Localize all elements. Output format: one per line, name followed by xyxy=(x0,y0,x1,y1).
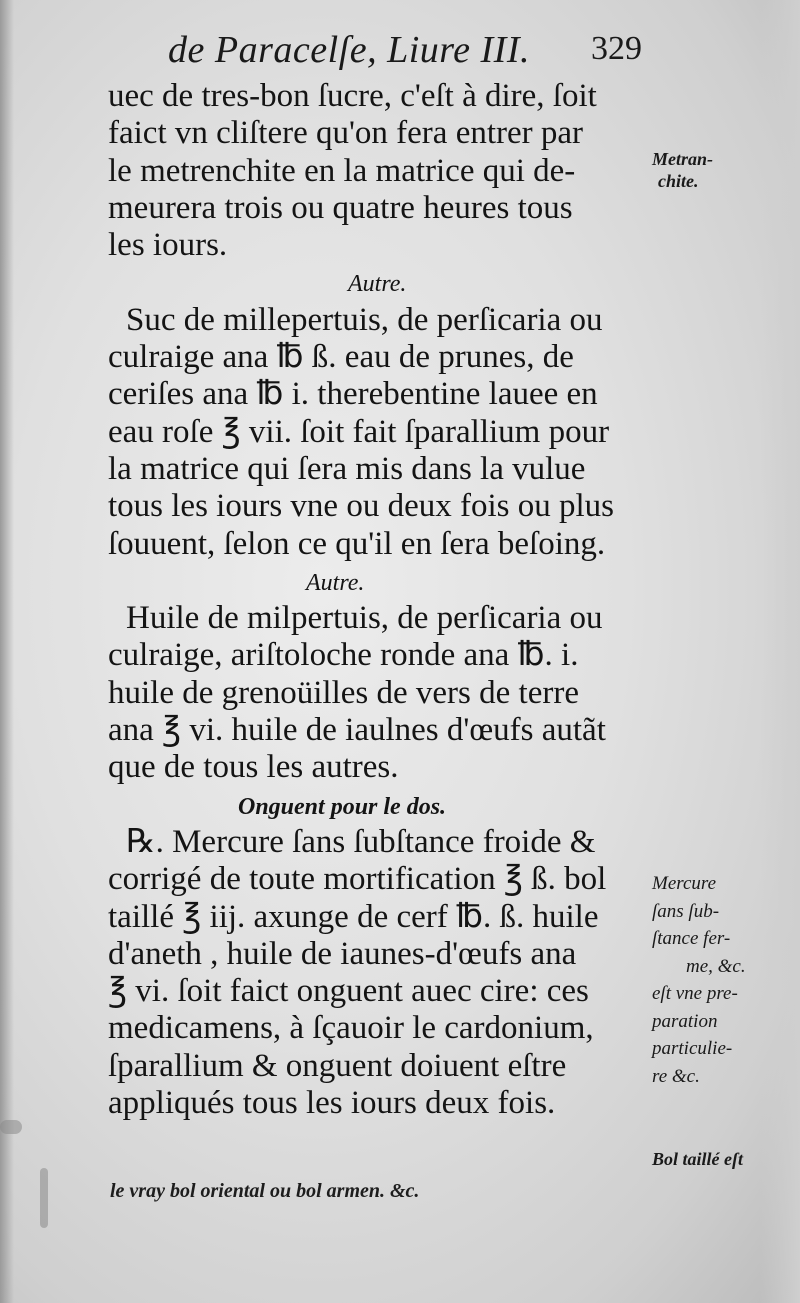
marginal-line: me, &c. xyxy=(686,955,746,977)
marginal-line: Bol taillé eſt xyxy=(652,1149,743,1169)
page-shadow-right xyxy=(760,0,800,1303)
page-shadow-left xyxy=(0,0,14,1303)
marginal-line: Mercure xyxy=(652,873,717,894)
text-line: Suc de millepertuis, de perſicaria ou xyxy=(126,301,603,338)
text-line: uec de tres-bon ſucre, c'eſt à dire, ſoit xyxy=(108,78,597,114)
text-line: ℞. Mercure ſans ſubſtance froide & xyxy=(126,823,596,860)
paper-stain xyxy=(0,1120,22,1134)
page-header xyxy=(168,28,648,80)
marginal-line: paration xyxy=(652,1010,718,1032)
text-line: les iours. xyxy=(108,227,228,264)
marginal-note-mercure xyxy=(652,870,746,1090)
main-text xyxy=(108,78,653,1122)
text-line: taillé ℥ iij. axunge de cerf ℔. ß. huile xyxy=(108,898,599,935)
marginal-line: ſans ſub- xyxy=(652,900,720,922)
text-line: Huile de milpertuis, de perſicaria ou xyxy=(126,600,603,637)
text-line: culraige, ariſtoloche ronde ana ℔. i. xyxy=(108,637,579,674)
text-line: ſparallium & onguent doiuent eſtre xyxy=(108,1047,567,1084)
running-title: de Paracelſe, Liure III. xyxy=(168,29,530,71)
marginal-line: Metran- xyxy=(652,149,714,169)
text-line: meurera trois ou quatre heures tous xyxy=(108,189,573,226)
marginal-line: re &c. xyxy=(652,1065,700,1087)
text-line: d'aneth , huile de iaunes-d'œufs ana xyxy=(108,935,577,972)
marginal-line: particulie- xyxy=(652,1038,733,1059)
paper-stain xyxy=(40,1168,48,1228)
text-line: ceriſes ana ℔ i. therebentine lauee en xyxy=(108,376,598,413)
section-heading: Onguent pour le dos. xyxy=(238,793,447,820)
text-line: tous les iours vne ou deux fois ou plus xyxy=(108,488,614,525)
text-line: culraige ana ℔ ß. eau de prunes, de xyxy=(108,339,574,376)
text-line: huile de grenoüilles de vers de terre xyxy=(108,674,579,711)
text-line: le metrenchite en la matrice qui de- xyxy=(108,152,576,189)
text-line: appliqués tous les iours deux fois. xyxy=(108,1085,556,1122)
section-heading: Autre. xyxy=(348,271,407,298)
text-line: corrigé de toute mortification ℥ ß. bol xyxy=(108,861,607,898)
text-line: ℥ vi. ſoit faict onguent auec cire: ces xyxy=(108,973,589,1010)
text-line: que de tous les autres. xyxy=(108,749,399,786)
page-number: 329 xyxy=(591,30,642,67)
text-line: medicamens, à ſçauoir le cardonium, xyxy=(108,1010,594,1047)
text-line: la matrice qui ſera mis dans la vulue xyxy=(108,450,586,487)
marginal-line: ſtance fer- xyxy=(652,928,731,949)
text-line: ana ℥ vi. huile de iaulnes d'œufs autãt xyxy=(108,712,606,749)
text-line: eau roſe ℥ vii. ſoit fait ſparallium pour xyxy=(108,413,610,450)
section-heading: Autre. xyxy=(306,569,365,596)
text-line: faict vn cliſtere qu'on fera entrer par xyxy=(108,115,584,152)
marginal-note-metrenchite xyxy=(652,148,713,192)
text-line: ſouuent, ſelon ce qu'il en ſera beſoing. xyxy=(108,525,606,562)
footnote: le vray bol oriental ou bol armen. &c. xyxy=(110,1180,420,1202)
marginal-line: eſt vne pre- xyxy=(652,983,738,1004)
marginal-line: chite. xyxy=(658,171,699,191)
marginal-note-bol xyxy=(652,1148,743,1170)
